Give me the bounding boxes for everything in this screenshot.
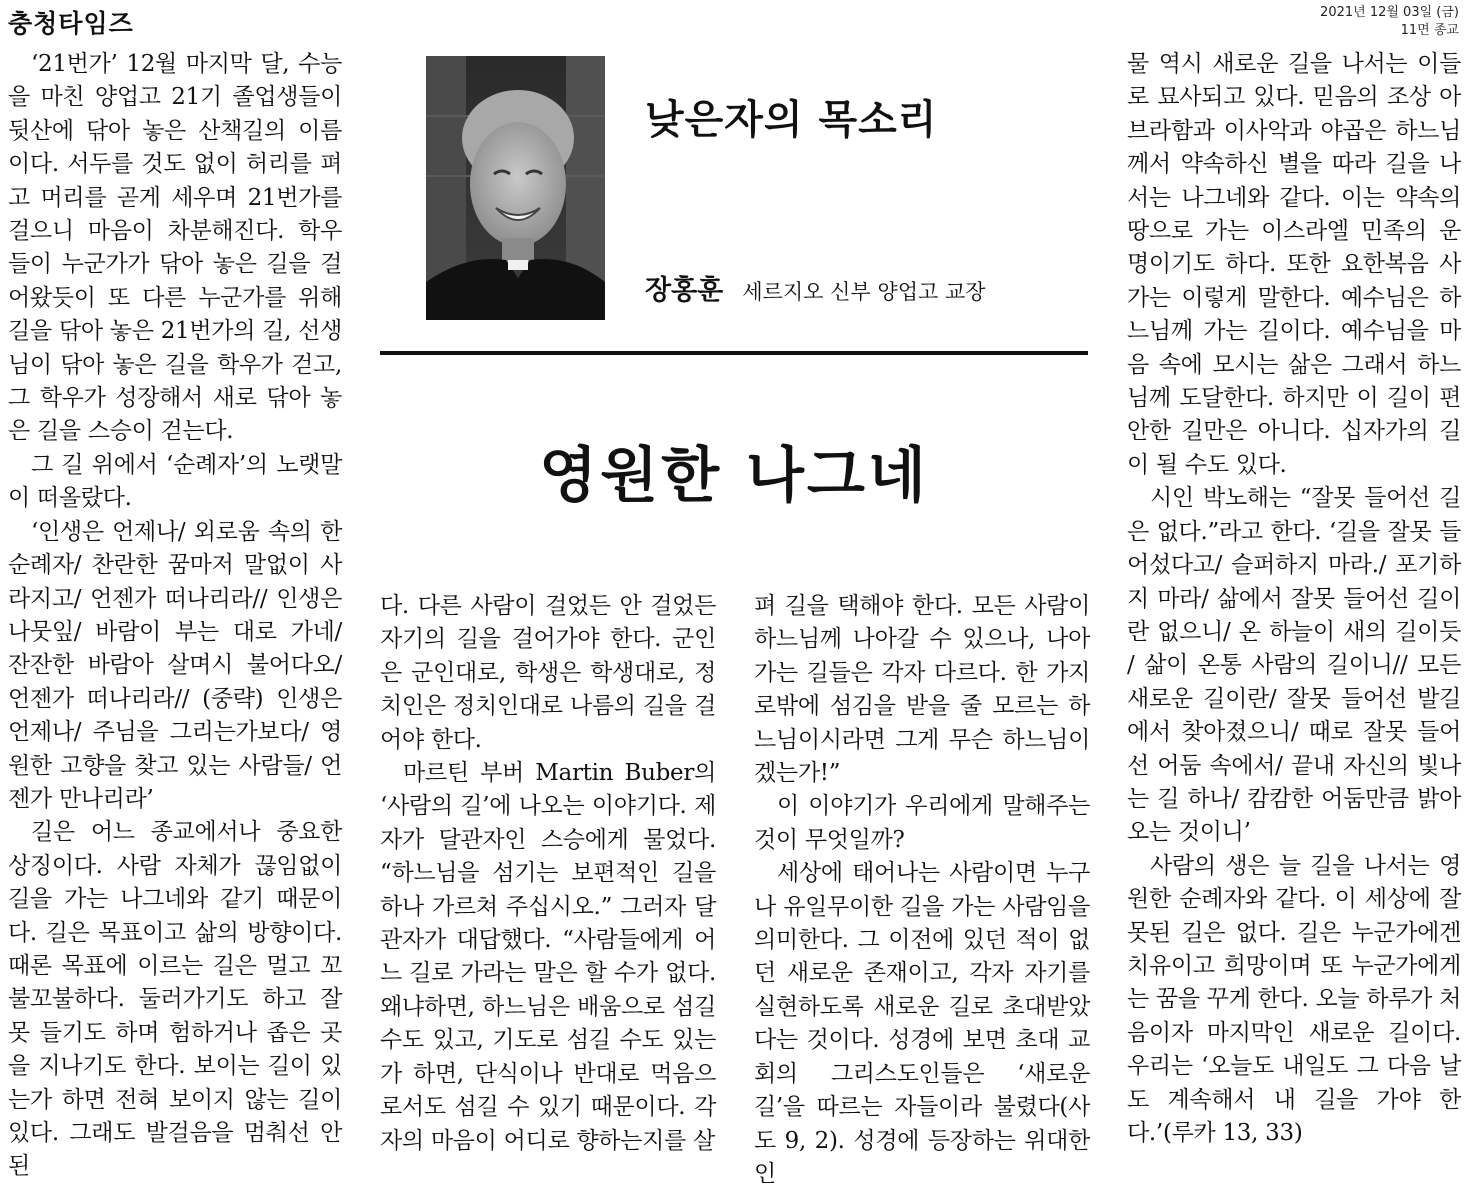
author-role: 세르지오 신부 양업고 교장 <box>742 280 986 304</box>
paragraph: ‘21번가’ 12월 마지막 달, 수능을 마친 양업고 21기 졸업생들이 뒷산에 닦아 놓은 산책길의 이름이다. 서두를 것도 없이 허리를 펴고 머리를 곧게 세우며 21번가를 걸으니 마음이 차분해진다. 학우들이 누군가가 닦아 놓은 길을 걸어왔듯이 또 다른 누군가를 위해 길을 닦아 놓은 21번가의 길, 선생님이 닦아 놓은 길을 학우가 걷고, 그 학우가 성장해서 새로 닦아 놓은 길을 스승이 걷는다. <box>8 51 342 445</box>
newspaper-masthead: 충청타임즈 <box>8 9 134 38</box>
paragraph: 이 이야기가 우리에게 말해주는 것이 무엇일까? <box>754 793 1090 853</box>
column-series-title: 낮은자의 목소리 <box>645 97 938 143</box>
paragraph: ‘인생은 언제나/ 외로움 속의 한 순례자/ 찬란한 꿈마저 말없이 사라지고/ 언젠가 떠나리라// 인생은 나뭇잎/ 바람이 부는 대로 가네/ 잔잔한 바람아 살며시 불어다오/ 언젠가 떠나리라// (중략) 인생은 언제나/ 주님을 그리는가보다/ 영원한 고향을 찾고 있는 사람들/ 언젠가 만나리라’ <box>8 518 342 812</box>
article-column-2 <box>380 590 716 1158</box>
article-column-3 <box>754 590 1090 1191</box>
article-headline: 영원한 나그네 <box>539 441 929 511</box>
paragraph: 그 길 위에서 ‘순례자’의 노랫말이 떠올랐다. <box>8 451 342 512</box>
paragraph: 다. 다른 사람이 걸었든 안 걸었든 자기의 길을 걸어가야 한다. 군인은 군인대로, 학생은 학생대로, 정치인은 정치인대로 나름의 길을 걸어야 한다. <box>380 593 716 753</box>
divider-rule <box>380 351 1088 355</box>
article-column-1 <box>8 48 342 1184</box>
article-column-4 <box>1127 48 1461 1150</box>
paragraph: 사람의 생은 늘 길을 나서는 영원한 순례자와 같다. 이 세상에 잘못된 길은 없다. 길은 누군가에겐 치유이고 희망이며 또 누군가에게는 꿈을 꾸게 한다. 오늘 하루가 처음이자 마지막인 새로운 길이다. 우리는 ‘오늘도 내일도 그 다음 날도 계속해서 내 길을 가야 한다.’(루카 13, 33) <box>1127 852 1462 1146</box>
paragraph: 펴 길을 택해야 한다. 모든 사람이 하느님께 나아갈 수 있으나, 나아가는 길들은 각자 다르다. 한 가지로밖에 섬김을 받을 줄 모르는 하느님이시라면 그게 무슨 하느님이겠는가!” <box>754 593 1090 787</box>
issue-info <box>1320 4 1459 40</box>
paragraph: 물 역시 새로운 길을 나서는 이들로 묘사되고 있다. 믿음의 조상 아브라함과 이사악과 야곱은 하느님께서 약속하신 별을 따라 길을 나서는 나그네와 같다. 이는 약속의 땅으로 가는 이스라엘 민족의 운명이기도 하다. 또한 요한복음 사가는 이렇게 말한다. 예수님은 하느님께 가는 길이다. 예수님을 마음 속에 모시는 삶은 그래서 하느님께 도달한다. 하지만 이 길이 편안한 길만은 아니다. 십자가의 길이 될 수도 있다. <box>1127 51 1461 478</box>
issue-section: 11면 종교 <box>1400 23 1459 38</box>
author-photo <box>426 56 605 320</box>
paragraph: 마르틴 부버 Martin Buber의 ‘사람의 길’에 나오는 이야기다. 제자가 달관자인 스승에게 물었다. “하느님을 섬기는 보편적인 길을 하나 가르쳐 주십시오.” 그러자 달관자가 대답했다. “사람들에게 어느 길로 가라는 말은 할 수가 없다. 왜냐하면, 하느님은 배움으로 섬길 수도 있고, 기도로 섬길 수도 있는가 하면, 단식이나 반대로 먹음으로서도 섬길 수 있기 때문이다. 각자의 마음이 어디로 향하는지를 살 <box>380 760 716 1154</box>
issue-date: 2021년 12월 03일 (금) <box>1320 5 1459 20</box>
byline <box>645 268 986 307</box>
paragraph: 세상에 태어나는 사람이면 누구나 유일무이한 길을 가는 사람임을 의미한다. 그 이전에 있던 적이 없던 새로운 존재이고, 각자 자기를 실현하도록 새로운 길로 초대받았다는 것이다. 성경에 보면 초대 교회의 그리스도인들은 ‘새로운 길’을 따르는 자들이라 불렸다(사도 9, 2). 성경에 등장하는 위대한 인 <box>754 860 1090 1187</box>
paragraph: 시인 박노해는 “잘못 들어선 길은 없다.”라고 한다. ‘길을 잘못 들어섰다고/ 슬퍼하지 마라./ 포기하지 마라/ 삶에서 잘못 들어선 길이란 없으니/ 온 하늘이 새의 길이듯 / 삶이 온통 사람의 길이니// 모든 새로운 길이란/ 잘못 들어선 발길에서 찾아졌으니/ 때로 잘못 들어선 어둠 속에서/ 끝내 자신의 빛나는 길 하나/ 캄캄한 어둠만큼 밝아오는 것이니’ <box>1127 485 1461 846</box>
author-name: 장홍훈 <box>645 275 724 306</box>
paragraph: 길은 어느 종교에서나 중요한 상징이다. 사람 자체가 끊임없이 길을 가는 나그네와 같기 때문이다. 길은 목표이고 삶의 방향이다. 때론 목표에 이르는 길은 멀고 꼬불꼬불하다. 둘러가기도 하고 잘못 들기도 하며 험하거나 좁은 곳을 지나기도 한다. 보이는 길이 있는가 하면 전혀 보이지 않는 길이 있다. 그래도 발걸음을 멈춰선 안 된 <box>8 819 342 1180</box>
